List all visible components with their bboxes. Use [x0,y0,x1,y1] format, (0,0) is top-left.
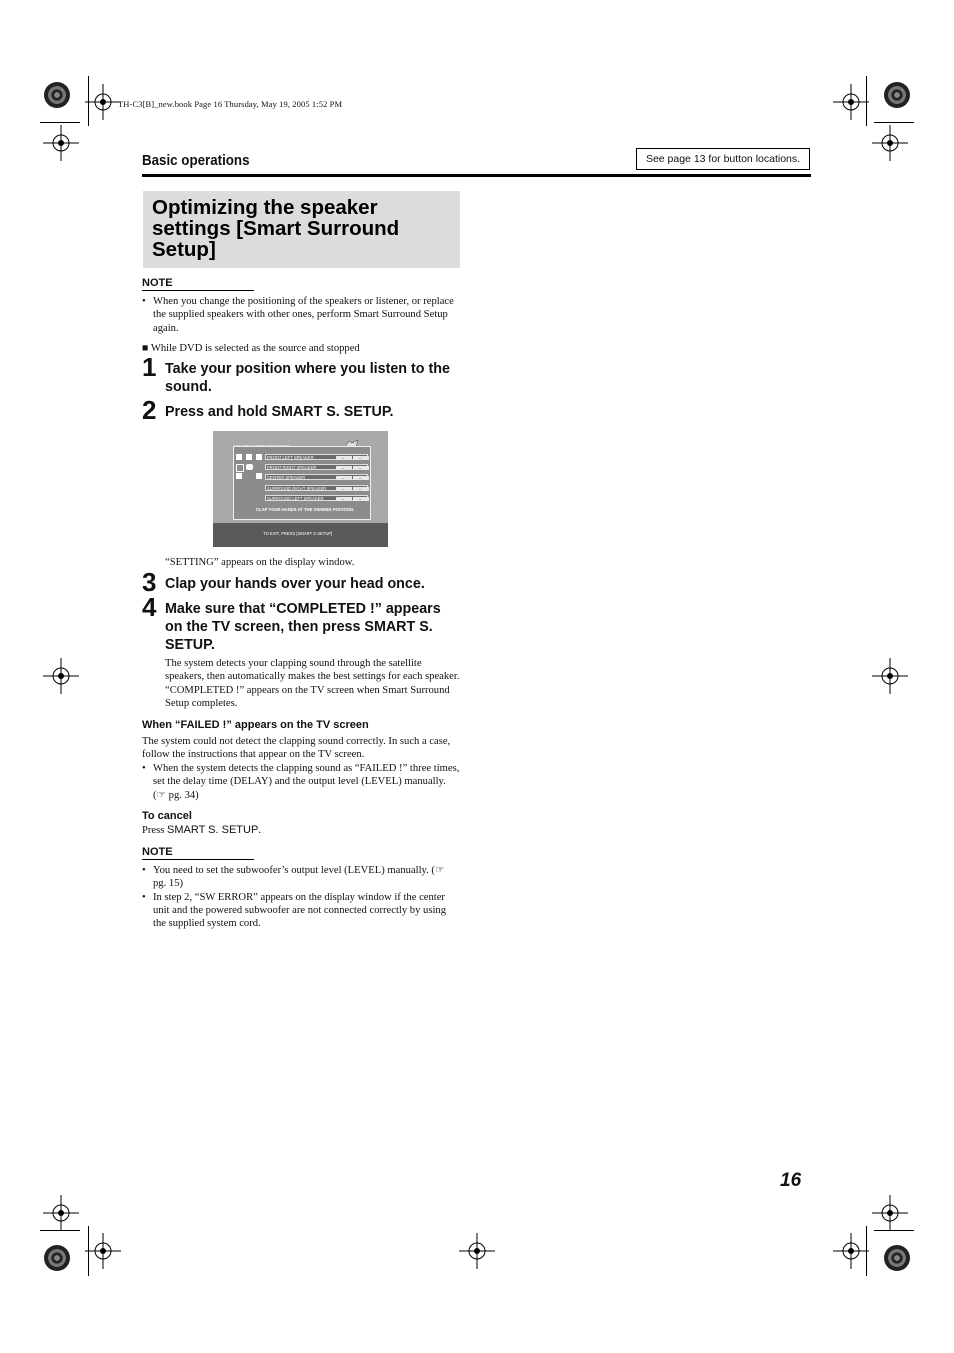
tv-row-value: – [353,456,369,460]
header-rule [142,174,811,177]
listener-icon [246,464,253,470]
speaker-icon [256,454,262,460]
registration-crosshair-icon [43,125,79,161]
note-rule [142,290,254,291]
failed-heading: When “FAILED !” appears on the TV screen [142,719,369,731]
registration-crosshair-icon [459,1233,495,1269]
registration-crosshair-icon [833,84,869,120]
cancel-button-label: SMART S. SETUP [167,824,259,836]
step-number: 1 [142,352,157,382]
tv-row-label: SURROUND LEFT SPEAKER [267,496,324,501]
speaker-icon [236,473,242,479]
tv-row-value: – [336,487,352,491]
file-info: TH-C3[B]_new.book Page 16 Thursday, May 19, 2005 1:52 PM [118,99,343,109]
registration-dot-icon [884,82,910,108]
step4-description: The system detects your clapping sound through the satellite speakers, then automatically makes the best settings for each speaker. “COMPLETED !” appears on the TV screen when Smart Surround Setup completes. [165,658,460,709]
page-number: 16 [780,1170,802,1191]
tv-row [265,495,368,501]
condition-text: ■ While DVD is selected as the source and stopped [142,343,360,354]
tv-instruction: CLAP YOUR HANDS AT THE VIEWING POSITION. [256,507,355,512]
tv-bottom-bar [213,523,388,547]
tv-row-value: – [336,466,352,470]
cancel-text [142,824,460,837]
tv-row-label: FRONT LEFT SPEAKER [267,455,314,460]
speaker-icon [246,454,252,460]
tv-row [265,485,368,491]
step-text: Make sure that “COMPLETED !” appears on the TV screen, then press SMART S. SETUP. [165,601,441,653]
note-block [142,846,460,930]
tv-row-label: CENTER SPEAKER [267,475,306,480]
note-list [142,864,460,930]
tv-row-value: – [336,456,352,460]
failed-list [142,762,460,802]
cancel-suffix: . [258,825,261,836]
note-list [142,295,460,335]
note-block [142,277,460,335]
list-item: • You need to set the subwoofer’s output level (LEVEL) manually. (☞ pg. 15) [142,864,460,891]
step-number: 2 [142,395,157,425]
registration-dot-icon [44,82,70,108]
tv-row-label: FRONT RIGHT SPEAKER [267,465,317,470]
step-number: 4 [142,592,157,622]
registration-crosshair-icon [872,1195,908,1231]
registration-crosshair-icon [85,84,121,120]
tv-row-value: – [353,497,369,501]
note-rule [142,859,254,860]
cancel-heading: To cancel [142,810,192,822]
registration-crosshair-icon [85,1233,121,1269]
list-item: • In step 2, “SW ERROR” appears on the display window if the center unit and the powered subwoofer are not connected correctly by using the supplied system cord. [142,891,460,931]
tv-row [265,454,368,460]
tv-panel [233,446,371,520]
list-item: • When you change the positioning of the speakers or listener, or replace the supplied speakers with other ones, perform Smart Surround Setup again. [142,295,460,335]
registration-crosshair-icon [833,1233,869,1269]
speaker-icon [236,454,242,460]
list-item: • When the system detects the clapping sound as “FAILED !” three times, set the delay time (DELAY) and the output level (LEVEL) manually. (☞ pg. 34) [142,762,460,802]
tv-row-label: SURROUND RIGHT SPEAKER [267,486,327,491]
step-number: 3 [142,567,157,597]
registration-crosshair-icon [43,1195,79,1231]
speaker-icon [236,464,244,472]
registration-crosshair-icon [872,658,908,694]
registration-crosshair-icon [43,658,79,694]
note-heading: NOTE [142,846,173,858]
step-text: Take your position where you listen to the sound. [165,361,450,395]
registration-dot-icon [44,1245,70,1271]
step-text: Press and hold SMART S. SETUP. [165,404,394,420]
tv-row [265,474,368,480]
tv-row-value: – [336,497,352,501]
tv-row-value: – [353,466,369,470]
section-title: Basic operations [142,153,250,169]
cancel-prefix: Press [142,825,168,836]
registration-crosshair-icon [872,125,908,161]
step-text: Clap your hands over your head once. [165,576,425,592]
failed-text: The system could not detect the clapping sound correctly. In such a case, follow the instructions that appear on the TV screen. [142,736,451,761]
registration-dot-icon [884,1245,910,1271]
see-page-box: See page 13 for button locations. [636,148,810,170]
tv-row-value: – [336,476,352,480]
tv-row-value: – [353,487,369,491]
setting-note: “SETTING” appears on the display window. [165,557,355,568]
tv-row-value: – [353,476,369,480]
speaker-icon [256,473,262,479]
tv-row [265,464,368,470]
tv-exit-text: TO EXIT, PRESS [SMART S.SETUP] [263,531,333,536]
tv-screen-illustration [213,431,388,547]
page-title: Optimizing the speaker settings [Smart Surround Setup] [152,196,400,261]
note-heading: NOTE [142,277,173,289]
